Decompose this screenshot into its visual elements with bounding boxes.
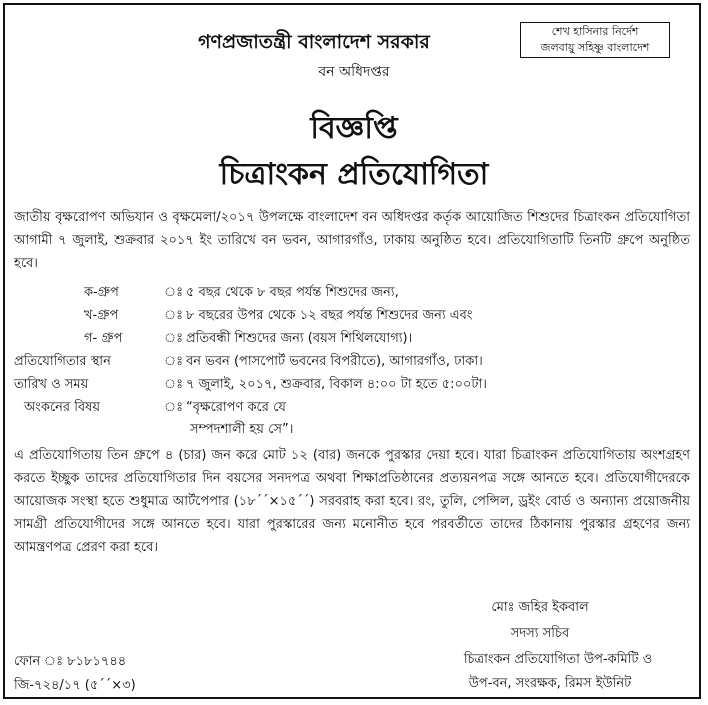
department-name: বন অধিদপ্তর	[318, 64, 390, 80]
group-label: ক-গ্রুপ	[84, 285, 119, 300]
notice-subtitle: চিত্রাংকন প্রতিযোগিতা	[219, 157, 489, 192]
detail-label: তারিখ ও সময়	[14, 377, 89, 392]
signatory-designation: সদস্য সচিব	[510, 626, 570, 641]
signatory-unit: উপ-বন, সংরক্ষক, রিমস ইউনিট	[468, 676, 632, 691]
group-sep: ঃ	[164, 331, 184, 346]
signatory-name: মোঃ জহির ইকবাল	[491, 600, 589, 615]
detail-label: প্রতিযোগিতার স্থান	[14, 354, 111, 369]
detail-row-topic	[14, 398, 694, 442]
group-sep: ঃ	[164, 308, 184, 323]
detail-text-cont: সম্পদশালী হয় সে”।	[190, 422, 294, 437]
intro-paragraph: জাতীয় বৃক্ষরোপণ অভিযান ও বৃক্ষমেলা/২০১৭ উপলক্ষে বাংলাদেশ বন অধিদপ্তর কর্তৃক আয়োজিত শিশুদের চিত্রাংকন প্রতিযোগিতা আগামী ৭ জুলাই, শুক্রবার ২০১৭ ইং তারিখে বন ভবন, আগারগাঁও, ঢাকায় অনুষ্ঠিত হবে। প্রতিযোগিতাটি তিনটি গ্রুপে অনুষ্ঠিত হবে।	[14, 210, 690, 271]
group-label: গ- গ্রুপ	[84, 331, 123, 346]
footer-ref: জি-৭২৪/১৭ (৫´´×৩)	[14, 678, 136, 693]
detail-text: ৭ জুলাই, ২০১৭, শুক্রবার, বিকাল ৪:০০ টা হতে ৫:০০টা।	[186, 377, 487, 392]
slogan-line-2: জলবায়ু সহিষ্ণু বাংলাদেশ	[540, 41, 650, 54]
body-paragraph: এ প্রতিযোগিতায় তিন গ্রুপে ৪ (চার) জন করে মোট ১২ (বার) জনকে পুরস্কার দেয়া হবে। যারা চিত্রাংকন প্রতিযোগিতায় অংশগ্রহণ করতে ইচ্ছুক তাদের প্রতিযোগিতার দিন বয়সের সনদপত্র অথবা শিক্ষাপ্রতিষ্ঠানের প্রত্যয়নপত্র সঙ্গে আনতে হবে। প্রতিযোগীদেরকে আয়োজক সংস্থা হতে শুধুমাত্র আর্টপেপার (১৮´´×১৫´´) সরবরাহ করা হবে। রং, তুলি, পেন্সিল, ড্রইং বোর্ড ও অন্যান্য প্রয়োজনীয় সামগ্রী প্রতিযোগীদের সঙ্গে আনতে হবে। যারা পুরস্কারের জন্য মনোনীত হবে পরবর্তীতে তাদের ঠিকানায় পুরস্কার গ্রহণের জন্য আমন্ত্রণপত্র প্রেরণ করা হবে।	[14, 448, 690, 555]
group-text: প্রতিবন্ধী শিশুদের জন্য (বয়স শিথিলযোগ্য)।	[186, 331, 413, 346]
detail-text: বন ভবন (পাসপোর্ট ভবনের বিপরীতে), আগারগাঁও, ঢাকা।	[186, 354, 483, 369]
group-sep: ঃ	[164, 285, 184, 300]
footer-phone: ফোন ঃ ৮১৮১৭৪৪	[14, 654, 127, 669]
signatory-committee: চিত্রাংকন প্রতিযোগিতা উপ-কমিটি ও	[463, 652, 653, 667]
detail-sep: ঃ	[164, 354, 184, 369]
detail-text: “বৃক্ষরোপণ করে যে	[186, 400, 286, 415]
group-text: ৫ বছর থেকে ৮ বছর পর্যন্ত শিশুদের জন্য,	[186, 285, 399, 300]
slogan-line-1: শেখ হাসিনার নির্দেশ	[551, 25, 639, 38]
government-name: গণপ্রজাতন্ত্রী বাংলাদেশ সরকার	[198, 31, 430, 53]
notice-title: বিজ্ঞপ্তি	[310, 111, 398, 146]
group-text: ৮ বছরের উপর থেকে ১২ বছর পর্যন্ত শিশুদের জন্য এবং	[186, 308, 473, 323]
detail-sep: ঃ	[164, 400, 184, 415]
group-label: খ-গ্রুপ	[84, 308, 119, 323]
detail-sep: ঃ	[164, 377, 184, 392]
detail-label: অংকনের বিষয়	[24, 400, 100, 415]
